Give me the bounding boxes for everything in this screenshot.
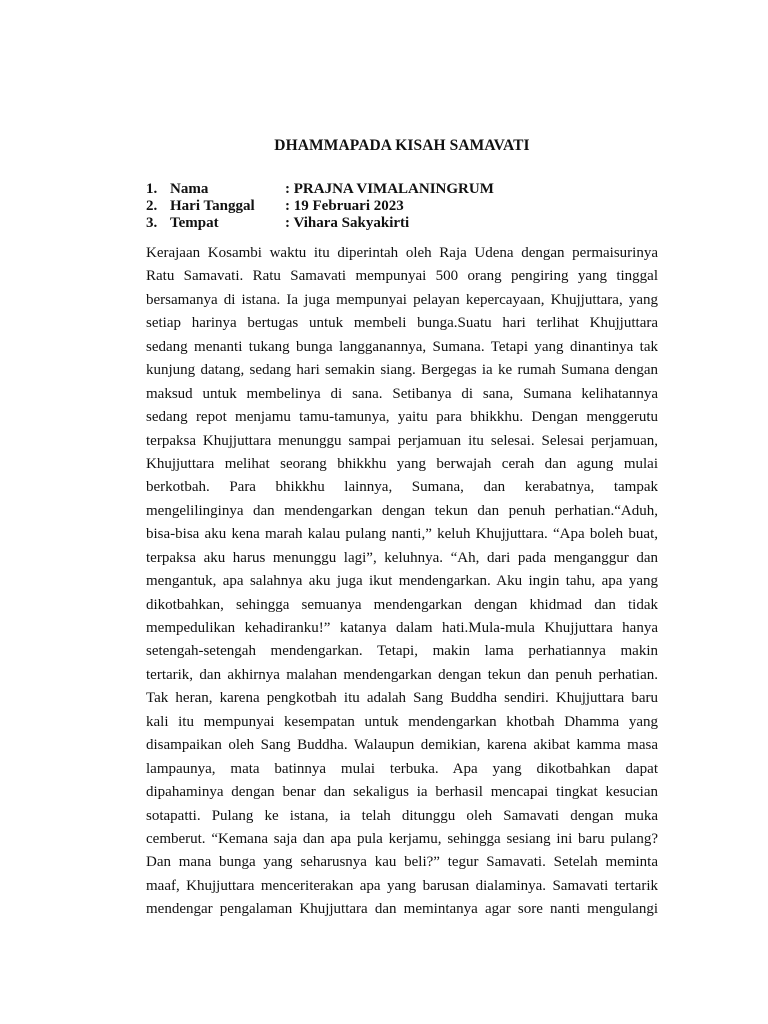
story-paragraph: [146, 242, 658, 922]
info-list: [146, 181, 494, 232]
paragraph-line: cemberut. “Kemana saja dan apa pula kerjamu, sehingga sesiang ini baru pulang?: [146, 830, 658, 847]
paragraph-line: disampaikan oleh Sang Buddha. Walaupun demikian, karena akibat kamma masa: [146, 737, 658, 754]
info-value: : PRAJNA VIMALANINGRUM: [285, 181, 494, 197]
paragraph-line: dikotbahkan, sehingga semuanya mendengarkan dengan khidmad dan tidak: [146, 596, 658, 613]
paragraph-line: tertarik, dan akhirnya malahan mendengarkan dengan tekun dan penuh perhatian.: [146, 666, 658, 683]
paragraph-line: mengantuk, apa salahnya aku juga ikut mendengarkan. Aku ingin tahu, apa yang: [146, 573, 658, 590]
paragraph-line: setengah-setengah mendengarkan. Tetapi, makin lama perhatiannya makin: [146, 643, 658, 660]
paragraph-line: bersamanya di istana. Ia juga mempunyai pelayan kepercayaan, Khujjuttara, yang: [146, 291, 658, 308]
info-label: Hari Tanggal: [170, 198, 255, 214]
paragraph-line: kali itu mempunyai kesempatan untuk mendengarkan khotbah Dhamma yang: [146, 713, 658, 730]
info-label: Tempat: [170, 215, 219, 231]
paragraph-line: sotapatti. Pulang ke istana, ia telah ditunggu oleh Samavati dengan muka: [146, 807, 658, 824]
paragraph-line: mempedulikan kehadiranku!” katanya dalam hati.Mula-mula Khujjuttara hanya: [146, 620, 658, 636]
paragraph-line: setiap harinya bertugas untuk membeli bunga.Suatu hari terlihat Khujjuttara: [146, 315, 658, 332]
paragraph-line: dipahaminya dengan benar dan sekaligus ia berhasil mencapai tingkat kesucian: [146, 784, 658, 801]
info-row-name: [146, 181, 494, 198]
info-value: : Vihara Sakyakirti: [285, 215, 410, 231]
document-title: DHAMMAPADA KISAH SAMAVATI: [274, 137, 530, 154]
paragraph-line: maksud untuk membelinya di sana. Setibanya di sana, Sumana kelihatannya: [146, 385, 658, 402]
info-value: : 19 Februari 2023: [285, 198, 404, 214]
paragraph-line: berkotbah. Para bhikkhu lainnya, Sumana, dan kerabatnya, tampak: [146, 479, 658, 496]
info-number: 3.: [146, 215, 158, 231]
paragraph-line: Ratu Samavati. Ratu Samavati mempunyai 500 orang pengiring yang tinggal: [146, 268, 658, 285]
info-row-date: [146, 198, 494, 215]
paragraph-line: lampaunya, mata batinnya mulai terbuka. Apa yang dikotbahkan dapat: [146, 760, 658, 777]
paragraph-line: sedang menanti tukang bunga langganannya, Sumana. Tetapi yang dinantinya tak: [146, 338, 658, 355]
info-label: Nama: [170, 181, 209, 197]
paragraph-line: bisa-bisa aku kena marah kalau pulang nanti,” keluh Khujjuttara. “Apa boleh buat,: [146, 526, 658, 543]
paragraph-line: Dan mana bunga yang seharusnya kau beli?” tegur Samavati. Setelah meminta: [146, 854, 658, 871]
paragraph-line: sedang repot menjamu tamu-tamunya, yaitu para bhikkhu. Dengan menggerutu: [146, 409, 658, 426]
paragraph-line: terpaksa aku harus menunggu lagi”, keluhnya. “Ah, dari pada menganggur dan: [146, 549, 658, 566]
paragraph-line: kunjung datang, sedang hari semakin siang. Bergegas ia ke rumah Sumana dengan: [146, 362, 658, 379]
paragraph-line: mengelilinginya dan mendengarkan dengan tekun dan penuh perhatian.“Aduh,: [146, 502, 658, 519]
paragraph-line: Tak heran, karena pengkotbah itu adalah Sang Buddha sendiri. Khujjuttara baru: [146, 690, 658, 707]
paragraph-line: Khujjuttara melihat seorang bhikkhu yang berwajah cerah dan agung mulai: [146, 455, 658, 472]
paragraph-line: mendengar pengalaman Khujjuttara dan memintanya agar sore nanti mengulangi: [146, 901, 658, 918]
paragraph-line: terpaksa Khujjuttara menunggu sampai perjamuan itu selesai. Selesai perjamuan,: [146, 432, 658, 449]
info-number: 2.: [146, 198, 158, 214]
paragraph-line: Kerajaan Kosambi waktu itu diperintah oleh Raja Udena dengan permaisurinya: [146, 245, 658, 261]
info-number: 1.: [146, 181, 158, 197]
paragraph-line: maaf, Khujjuttara menceriterakan apa yang barusan dialaminya. Samavati tertarik: [146, 877, 658, 894]
info-row-place: [146, 215, 494, 232]
